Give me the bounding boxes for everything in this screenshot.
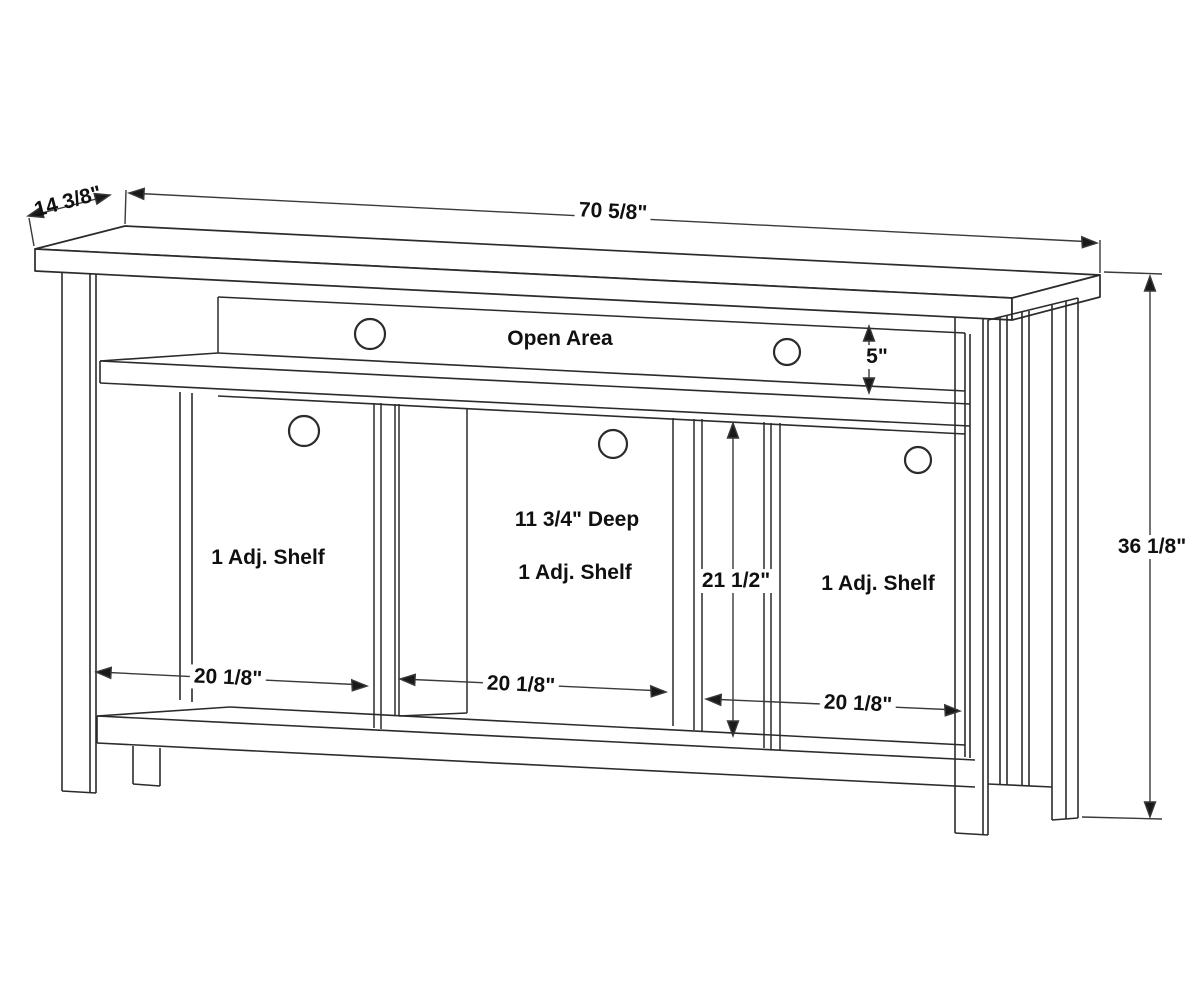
cable-hole-icon (289, 416, 319, 446)
dim-label-compartment-height: 21 1/2" (698, 569, 774, 593)
lower-back-panel (289, 416, 931, 473)
ext-line (125, 190, 126, 224)
cable-hole-icon (599, 430, 627, 458)
dim-label-top-width: 70 5/8" (574, 198, 651, 226)
left-leg-bottom (62, 791, 96, 793)
fixed-shelf (100, 353, 970, 434)
shelf-front-bottom (100, 383, 970, 426)
shelf-front-top (100, 361, 970, 404)
ext-line (29, 218, 34, 246)
depth-note-label: 11 3/4" Deep (514, 508, 640, 531)
arrowhead-icon (728, 423, 739, 438)
cable-hole-icon (355, 319, 385, 349)
arrowhead-icon (651, 686, 666, 697)
cable-hole-icon (905, 447, 931, 473)
table-top (35, 226, 1100, 320)
dim-label-overall-height: 36 1/8" (1114, 535, 1190, 559)
dim-label-compartment-width-right: 20 1/8" (819, 690, 896, 717)
dim-label-open-height: 5" (862, 345, 892, 369)
arrowhead-icon (1082, 237, 1097, 248)
arrowhead-icon (352, 680, 367, 691)
arrowhead-icon (706, 694, 721, 705)
adjustable-shelf-label-right: 1 Adj. Shelf (821, 572, 935, 595)
arch-cutout-top (988, 784, 1052, 787)
arrowhead-icon (400, 674, 415, 685)
lower-interior-top (218, 396, 965, 434)
bottom-shelf (97, 707, 975, 787)
dim-label-compartment-width-middle: 20 1/8" (482, 671, 559, 698)
left-back-leg-bottom (133, 784, 160, 786)
arrowhead-icon (96, 667, 111, 678)
arrowhead-icon (1145, 802, 1156, 817)
floor-left-corner (97, 707, 230, 716)
ext-line (1104, 272, 1162, 274)
right-end-panel (955, 298, 1078, 835)
dim-label-top-depth: 14 3/8" (31, 181, 104, 222)
cable-hole-icon (774, 339, 800, 365)
dim-label-compartment-width-left: 20 1/8" (189, 664, 266, 691)
arrowhead-icon (129, 188, 144, 199)
base-front-bottom (97, 743, 975, 787)
left-end-panel (62, 272, 192, 793)
open-area-label: Open Area (507, 327, 613, 350)
arrowhead-icon (1145, 276, 1156, 291)
shelf-left-corner (100, 353, 218, 361)
right-back-leg-bottom (1052, 818, 1078, 820)
adjustable-shelf-label-middle: 1 Adj. Shelf (518, 561, 632, 584)
arrowhead-icon (945, 705, 960, 716)
adjustable-shelf-label-left: 1 Adj. Shelf (211, 546, 325, 569)
